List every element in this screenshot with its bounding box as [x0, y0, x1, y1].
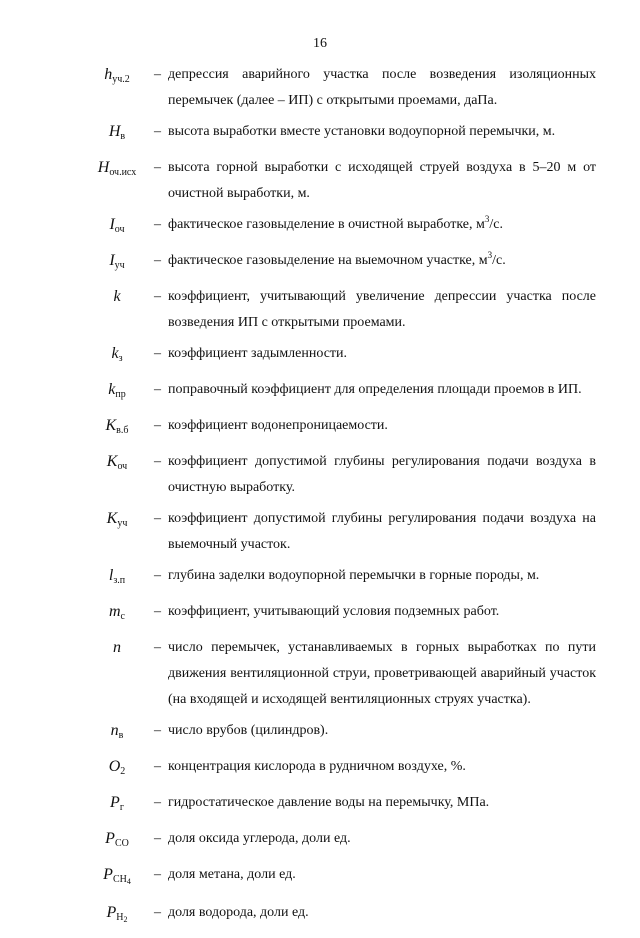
- dash: –: [154, 795, 161, 810]
- definition-text: коэффициент водонепроницаемости.: [168, 418, 388, 433]
- definition-text: фактическое газовыделение на выемочном участке, $м^3/с$.: [168, 250, 506, 268]
- definition-text: гидростатическое давление воды на перемычку, МПа.: [168, 795, 490, 810]
- dash: –: [154, 867, 161, 882]
- symbol: $k_{пр}$: [108, 381, 126, 400]
- dash: –: [154, 604, 161, 619]
- symbol: $h_{уч.2}$: [104, 66, 130, 85]
- definition-row: [0, 155, 640, 207]
- symbol: $l_{з.п}$: [108, 567, 126, 586]
- symbol: $K_{уч}$: [106, 510, 128, 529]
- dash: –: [154, 640, 161, 655]
- definition-row: [0, 212, 640, 243]
- definition-text: коэффициент задымленности.: [168, 346, 348, 361]
- dash: –: [154, 418, 161, 433]
- definition-text: глубина заделки водоупорной перемычки в горные породы, м.: [168, 568, 540, 583]
- symbol: $K_{оч}$: [106, 453, 128, 472]
- definition-text: коэффициент допустимой глубины регулирования подачи воздуха на выемочный участок.: [168, 511, 596, 552]
- definition-text: поправочный коэффициент для определения площади проемов в ИП.: [168, 382, 582, 397]
- definition-row: [0, 754, 640, 785]
- symbol: $H_{оч.исх}$: [97, 159, 137, 178]
- definition-row: [0, 599, 640, 630]
- symbol: $P_{CH_4}$: [103, 866, 131, 886]
- symbol: $I_{уч}$: [109, 252, 125, 271]
- definition-text: доля водорода, доли ед.: [168, 905, 309, 920]
- page-number: 16: [313, 36, 327, 51]
- dash: –: [154, 759, 161, 774]
- dash: –: [154, 905, 161, 920]
- symbol: n: [113, 639, 121, 656]
- symbol: $H_в$: [108, 123, 126, 142]
- definition-text: коэффициент, учитывающий условия подземных работ.: [168, 604, 500, 619]
- definition-row: [0, 506, 640, 558]
- definition-text: фактическое газовыделение в очистной выработке, $м^3/с$.: [168, 214, 503, 232]
- definition-text: доля метана, доли ед.: [168, 867, 296, 882]
- symbol: $P_{CO}$: [105, 830, 129, 849]
- definition-row: [0, 413, 640, 444]
- definition-row: [0, 119, 640, 150]
- symbol: $n_в$: [110, 722, 124, 741]
- definition-row: [0, 718, 640, 749]
- definition-text: депрессия аварийного участка после возведения изоляционных перемычек (далее – ИП) с открытыми проемами, даПа.: [168, 67, 596, 108]
- dash: –: [154, 511, 161, 526]
- definition-text: число врубов (цилиндров).: [168, 723, 329, 738]
- dash: –: [154, 67, 161, 82]
- definition-text: доля оксида углерода, доли ед.: [168, 831, 351, 846]
- definition-text: число перемычек, устанавливаемых в горных выработках по пути движения вентиляционной струи, проветривающей аварийный участок (на входящей и исходящей вентиляционных струях участка).: [168, 640, 596, 707]
- dash: –: [154, 454, 161, 469]
- symbol: $O_2$: [108, 758, 126, 777]
- definition-row: [0, 284, 640, 336]
- symbol: $P_{H_2}$: [106, 904, 128, 924]
- symbol: $P_г$: [110, 794, 124, 813]
- symbol: k: [113, 288, 121, 305]
- dash: –: [154, 289, 161, 304]
- definition-row: [0, 62, 640, 114]
- dash: –: [154, 124, 161, 139]
- definition-row: [0, 563, 640, 594]
- definition-row: [0, 449, 640, 501]
- definition-row: [0, 862, 640, 895]
- dash: –: [154, 382, 161, 397]
- symbol: $m_c$: [108, 603, 125, 622]
- definition-text: высота горной выработки с исходящей струей воздуха в 5–20 м от очистной выработки, м.: [168, 160, 596, 201]
- definition-row: [0, 635, 640, 713]
- dash: –: [154, 253, 161, 268]
- dash: –: [154, 723, 161, 738]
- definition-row: [0, 248, 640, 279]
- symbol: $K_{в.б}$: [105, 417, 129, 436]
- definition-text: высота выработки вместе установки водоупорной перемычки, м.: [168, 124, 556, 139]
- dash: –: [154, 568, 161, 583]
- definition-row: [0, 341, 640, 372]
- definition-text: концентрация кислорода в рудничном воздухе, %.: [168, 759, 466, 774]
- definition-row: [0, 377, 640, 408]
- definitions-list: [0, 62, 640, 938]
- dash: –: [154, 217, 161, 232]
- dash: –: [154, 160, 161, 175]
- dash: –: [154, 346, 161, 361]
- symbol: $k_з$: [111, 345, 123, 364]
- dash: –: [154, 831, 161, 846]
- definition-row: [0, 790, 640, 821]
- definition-row: [0, 826, 640, 857]
- definition-text: коэффициент допустимой глубины регулирования подачи воздуха в очистную выработку.: [168, 454, 596, 495]
- symbol: $I_{оч}$: [109, 216, 125, 235]
- definition-text: коэффициент, учитывающий увеличение депрессии участка после возведения ИП с открытыми проемами.: [168, 289, 596, 330]
